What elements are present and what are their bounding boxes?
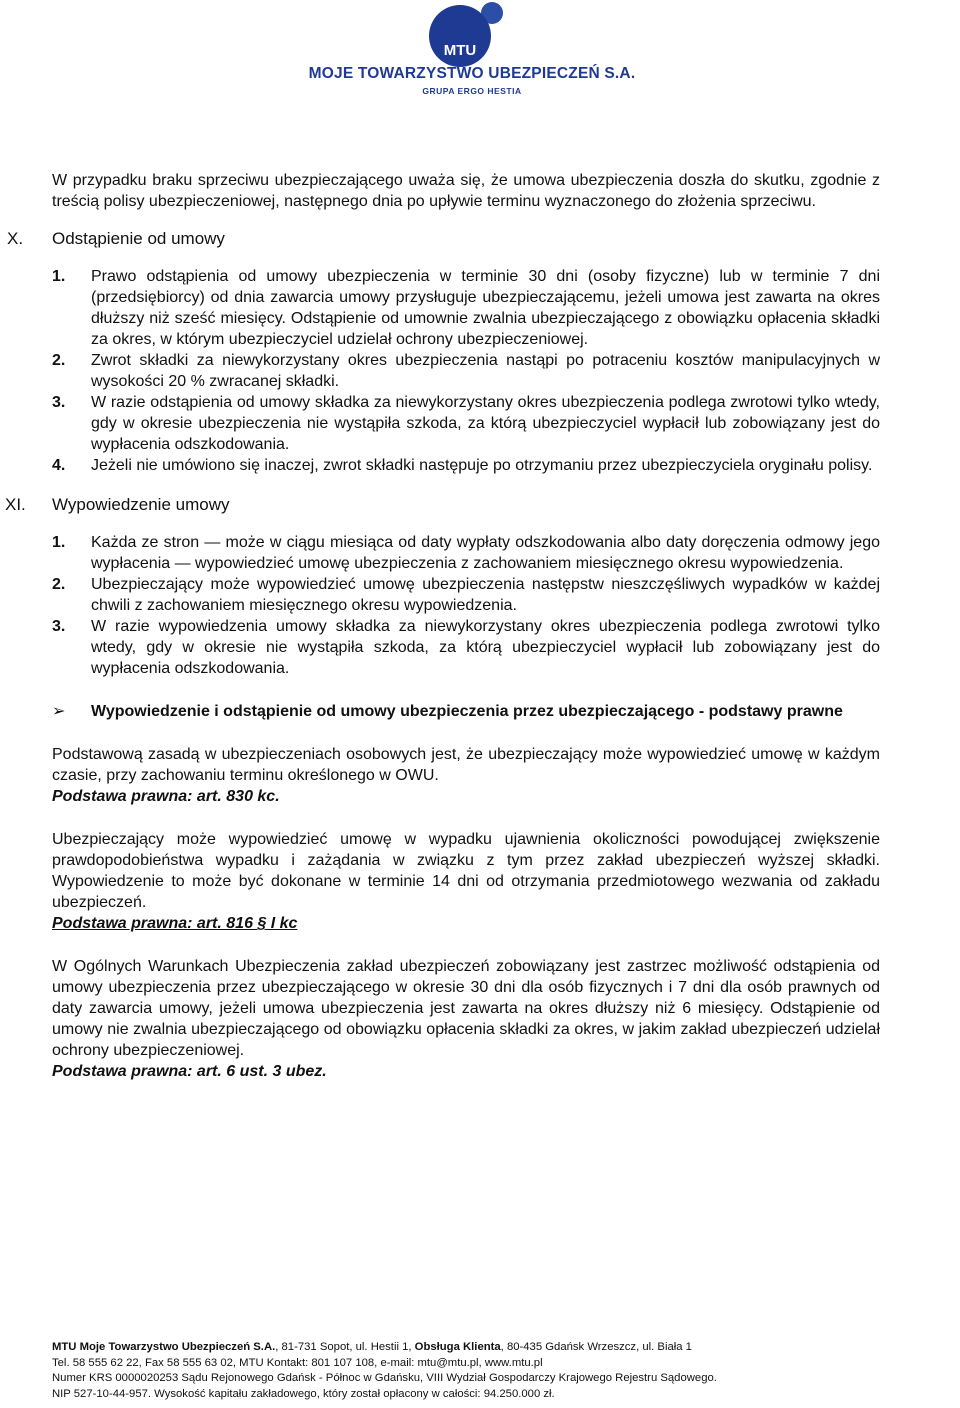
item-number: 1.	[52, 534, 66, 551]
item-number: 3.	[52, 394, 66, 411]
item-number: 3.	[52, 618, 66, 635]
section-x-list	[52, 266, 880, 476]
section-xi-heading	[5, 494, 880, 516]
footer-line-2: Tel. 58 555 62 22, Fax 58 555 63 02, MTU Kontakt: 801 107 108, e-mail: mtu@mtu.pl, www.mtu.pl	[52, 1356, 543, 1369]
legal-basis-1: Podstawa prawna: art. 830 kc.	[52, 788, 280, 805]
legal-basis-heading	[52, 701, 880, 722]
legal-paragraph-3: W Ogólnych Warunkach Ubezpieczenia zakład ubezpieczeń zobowiązany jest zastrzec możliwość odstąpienia od umowy ubezpieczenia przez ubezpieczającego w okresie 30 dni dla osób fizycznych i 7 dni dla osób prawnych od daty zawarcia umowy, jeżeli umowa ubezpieczenia jest zawarta na okres dłuższy niż 6 miesięcy. Odstąpienie od umowy nie zwalnia ubezpieczającego od obowiązku opłacenia składki za okres, w jakim zakład ubezpieczeń udzielał ochrony ubezpieczeniowej.	[52, 958, 880, 1059]
section-title: Wypowiedzenie umowy	[52, 495, 230, 514]
legal-paragraph-2: Ubezpieczający może wypowiedzieć umowę w wypadku ujawnienia okoliczności powodującej zwiększenie prawdopodobieństwa wypadku i zażądania w związku z tym przez zakład ubezpieczeń wyższej składki. Wypowiedzenie to może być dokonane w terminie 14 dni od otrzymania przedmiotowego wezwania od zakładu ubezpieczeń.	[52, 831, 880, 911]
logo-group-name: GRUPA ERGO HESTIA	[422, 86, 522, 96]
footer-line-4: NIP 527-10-44-957. Wysokość kapitału zakładowego, który został opłacony w całości: 94.250.000 zł.	[52, 1387, 555, 1400]
footer-line-3: Numer KRS 0000020253 Sądu Rejonowego Gdańsk - Północ w Gdańsku, VIII Wydział Gospodarczy Krajowego Rejestru Sądowego.	[52, 1372, 717, 1384]
company-logo	[302, 0, 642, 100]
section-xi-list	[52, 532, 880, 679]
item-number: 4.	[52, 457, 66, 474]
list-item	[52, 532, 880, 574]
page-footer	[52, 1340, 912, 1402]
logo-mark-text: MTU	[443, 42, 477, 59]
intro-paragraph: W przypadku braku sprzeciwu ubezpieczającego uważa się, że umowa ubezpieczenia doszła do skutku, zgodnie z treścią polisy ubezpieczeniowej, następnego dnia po upływie terminu wyznaczonego do złożenia sprzeciwu.	[52, 172, 880, 210]
document-body	[5, 170, 880, 1082]
list-item	[52, 455, 880, 476]
section-number: XI.	[5, 495, 26, 514]
item-number: 1.	[52, 268, 66, 285]
item-text: W razie odstąpienia od umowy składka za niewykorzystany okres ubezpieczenia podlega zwrotowi tylko wtedy, gdy w okresie ubezpieczenia nie wystąpiła szkoda, za którą ubezpieczyciel wypłacił lub zobowiązany jest do wypłacenia odszkodowania.	[91, 394, 880, 453]
mtu-logo-icon	[410, 0, 522, 72]
item-text: Jeżeli nie umówiono się inaczej, zwrot składki następuje po otrzymaniu przez ubezpieczyciela oryginału polisy.	[91, 457, 873, 474]
list-item	[52, 350, 880, 392]
list-item	[52, 574, 880, 616]
logo-company-name: MOJE TOWARZYSTWO UBEZPIECZEŃ S.A.	[308, 65, 636, 82]
list-item	[52, 616, 880, 679]
list-item	[52, 392, 880, 455]
legal-basis-3: Podstawa prawna: art. 6 ust. 3 ubez.	[52, 1063, 327, 1080]
section-number: X.	[7, 229, 24, 248]
arrow-bullet-icon: ➢	[52, 703, 66, 720]
legal-basis-2: Podstawa prawna: art. 816 § I kc	[52, 915, 298, 932]
item-text: W razie wypowiedzenia umowy składka za niewykorzystany okres ubezpieczenia podlega zwrotowi tylko wtedy, gdy w okresie nie wystąpiła szkoda, za którą ubezpieczyciel wypłacił lub zobowiązany jest do wypłacenia odszkodowania.	[91, 618, 880, 677]
legal-paragraph-1: Podstawową zasadą w ubezpieczeniach osobowych jest, że ubezpieczający może wypowiedzieć umowę w każdym czasie, przy zachowaniu terminu określonego w OWU.	[52, 746, 880, 784]
item-number: 2.	[52, 352, 66, 369]
item-text: Każda ze stron — może w ciągu miesiąca od daty wypłaty odszkodowania albo daty doręczenia odmowy jego wypłacenia — wypowiedzieć umowę ubezpieczenia z zachowaniem miesięcznego okresu wypowiedzenia.	[91, 534, 880, 572]
section-x-heading	[7, 228, 880, 250]
item-number: 2.	[52, 576, 66, 593]
list-item	[52, 266, 880, 350]
item-text: Zwrot składki za niewykorzystany okres ubezpieczenia nastąpi po potraceniu kosztów manipulacyjnych w wysokości 20 % zwracanej składki.	[91, 352, 880, 390]
legal-heading-text: Wypowiedzenie i odstąpienie od umowy ubezpieczenia przez ubezpieczającego - podstawy prawne	[91, 703, 843, 720]
section-title: Odstąpienie od umowy	[52, 229, 225, 248]
item-text: Ubezpieczający może wypowiedzieć umowę ubezpieczenia następstw nieszczęśliwych wypadków w każdej chwili z zachowaniem miesięcznego okresu wypowiedzenia.	[91, 576, 880, 614]
item-text: Prawo odstąpienia od umowy ubezpieczenia w terminie 30 dni (osoby fizyczne) lub w terminie 7 dni (przedsiębiorcy) od dnia zawarcia umowy przysługuje ubezpieczającemu, jeżeli umowa jest zawarta na okres dłuższy niż sześć miesięcy. Odstąpienie od umownie zwalnia ubezpieczającego z obowiązku opłacenia składki za okres, w którym ubezpieczyciel udzielał ochrony ubezpieczeniowej.	[91, 268, 880, 348]
footer-line-1: MTU Moje Towarzystwo Ubezpieczeń S.A., 81-731 Sopot, ul. Hestii 1, Obsługa Klienta, 80-435 Gdańsk Wrzeszcz, ul. Biała 1	[52, 1341, 692, 1353]
